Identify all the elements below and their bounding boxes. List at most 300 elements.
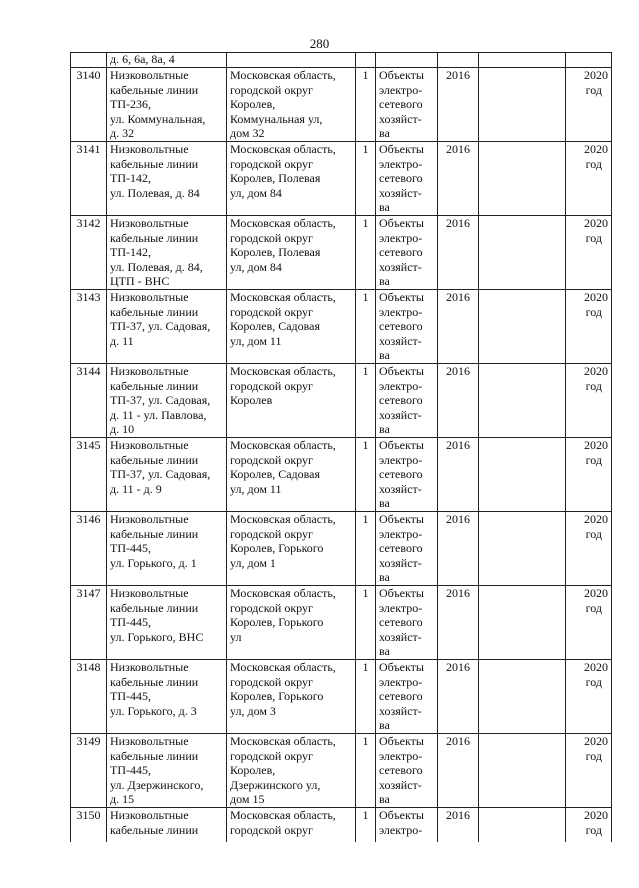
object-category (376, 438, 438, 512)
object-address-line: Королев, Полевая (230, 245, 321, 259)
object-name-line: кабельные линии (110, 156, 199, 171)
object-category-line: Объекты (379, 216, 424, 230)
row-number-value: 3150 (76, 808, 101, 822)
object-quantity-value: 1 (362, 586, 369, 600)
object-done-line: год (585, 378, 602, 393)
object-address-line: Московская область, (230, 216, 336, 230)
object-name-line: Низковольтные (110, 660, 189, 674)
object-category-line: хозяйст- (379, 629, 422, 644)
object-address-line: городской округ (230, 304, 313, 319)
object-address-line: дом 15 (230, 792, 265, 806)
object-name-line: д. 11 (110, 333, 134, 348)
object-address-line: ул, дом 11 (230, 481, 282, 496)
object-done (566, 512, 612, 586)
object-category-line: сетевого (379, 615, 423, 629)
object-name (107, 216, 227, 290)
object-note (479, 734, 566, 808)
object-category (376, 290, 438, 364)
row-number-value: 3144 (76, 364, 101, 378)
object-address (227, 53, 356, 68)
object-address-line: ул (230, 629, 242, 644)
object-address-line: Королев, Горького (230, 689, 324, 703)
object-year (438, 808, 479, 843)
object-name-line: Низковольтные (110, 290, 189, 304)
object-category-line: ва (379, 718, 390, 732)
object-category-line: хозяйст- (379, 777, 422, 792)
object-quantity-value: 1 (362, 290, 369, 304)
object-year (438, 216, 479, 290)
object-category-line: хозяйст- (379, 555, 422, 570)
object-category (376, 512, 438, 586)
object-category (376, 586, 438, 660)
object-category-line: сетевого (379, 319, 423, 333)
object-done (566, 808, 612, 843)
object-address (227, 142, 356, 216)
object-address (227, 364, 356, 438)
table-row (71, 216, 612, 290)
object-name (107, 808, 227, 843)
object-address (227, 438, 356, 512)
object-done-line: 2020 (584, 142, 608, 156)
object-category-line: хозяйст- (379, 333, 422, 348)
object-name-line: ТП-445, (110, 763, 151, 777)
object-category (376, 734, 438, 808)
object-quantity-value: 1 (362, 216, 369, 230)
object-quantity (356, 142, 376, 216)
object-note (479, 68, 566, 142)
object-name-line: Низковольтные (110, 142, 189, 156)
object-quantity-value: 1 (362, 68, 369, 82)
object-name-line: ул. Коммунальная, (110, 111, 206, 126)
row-number-value: 3141 (76, 142, 101, 156)
object-category-line: ва (379, 200, 390, 214)
object-category-line: ва (379, 126, 390, 140)
object-note (479, 808, 566, 843)
object-category-line: электро- (379, 156, 423, 171)
object-address-line: Королев (230, 393, 273, 407)
object-name-line: кабельные линии (110, 526, 199, 541)
object-category (376, 364, 438, 438)
object-category-line: Объекты (379, 438, 424, 452)
object-category-line: электро- (379, 526, 423, 541)
object-done-line: год (585, 748, 602, 763)
object-quantity (356, 586, 376, 660)
object-done (566, 216, 612, 290)
object-address-line: Московская область, (230, 438, 336, 452)
object-address-line: Московская область, (230, 660, 336, 674)
object-name-line: Низковольтные (110, 364, 189, 378)
object-name-line: Низковольтные (110, 808, 189, 822)
object-name-line: ул. Горького, д. 1 (110, 555, 197, 570)
table-row (71, 142, 612, 216)
object-name (107, 53, 227, 68)
object-address-line: Московская область, (230, 364, 336, 378)
object-quantity-value: 1 (362, 142, 369, 156)
object-done-line: 2020 (584, 438, 608, 452)
object-done (566, 660, 612, 734)
object-name-line: ул. Полевая, д. 84, (110, 259, 203, 274)
object-category (376, 216, 438, 290)
object-done (566, 586, 612, 660)
object-quantity (356, 68, 376, 142)
row-number-value: 3143 (76, 290, 101, 304)
object-name-line: кабельные линии (110, 748, 199, 763)
object-category-line: электро- (379, 674, 423, 689)
object-year (438, 512, 479, 586)
object-year (438, 142, 479, 216)
object-address-line: Королев, Горького (230, 615, 324, 629)
row-number-value: 3145 (76, 438, 101, 452)
object-note (479, 660, 566, 734)
object-name-line: д. 11 - д. 9 (110, 481, 162, 496)
object-done (566, 53, 612, 68)
row-number (71, 68, 107, 142)
object-name-line: ТП-142, (110, 245, 151, 259)
object-address-line: городской округ (230, 674, 313, 689)
table-row (71, 290, 612, 364)
object-name (107, 512, 227, 586)
object-name-line: ул. Полевая, д. 84 (110, 185, 200, 200)
object-address-line: Коммунальная ул, (230, 111, 323, 126)
object-note (479, 142, 566, 216)
row-number (71, 53, 107, 68)
registry-table (70, 52, 612, 842)
table-row (71, 808, 612, 843)
object-name-line: ТП-445, (110, 615, 151, 629)
registry-table-body (71, 53, 612, 843)
object-address-line: Дзержинского ул, (230, 777, 321, 792)
object-name (107, 364, 227, 438)
object-address (227, 808, 356, 843)
object-name-tail: д. 6, 6а, 8а, 4 (110, 52, 175, 66)
object-category-line: электро- (379, 230, 423, 245)
object-address-line: Королев, (230, 763, 276, 777)
object-quantity-value: 1 (362, 734, 369, 748)
object-category (376, 53, 438, 68)
object-address-line: городской округ (230, 748, 313, 763)
object-category-line: сетевого (379, 541, 423, 555)
object-name-line: кабельные линии (110, 452, 199, 467)
object-category-line: Объекты (379, 808, 424, 822)
object-category-line: ва (379, 274, 390, 288)
object-address-line: городской округ (230, 82, 313, 97)
page-number: 280 (309, 36, 330, 51)
object-category-line: ва (379, 496, 390, 510)
object-year-value: 2016 (446, 734, 470, 748)
object-name-line: ул. Горького, д. 3 (110, 703, 197, 718)
row-number-value: 3149 (76, 734, 101, 748)
object-done-line: 2020 (584, 512, 608, 526)
object-quantity-value: 1 (362, 660, 369, 674)
table-row (71, 660, 612, 734)
object-quantity-value: 1 (362, 364, 369, 378)
table-row (71, 512, 612, 586)
object-name (107, 734, 227, 808)
object-address-line: дом 32 (230, 126, 265, 140)
object-name-line: кабельные линии (110, 674, 199, 689)
row-number (71, 660, 107, 734)
object-name-line: Низковольтные (110, 438, 189, 452)
object-name-line: кабельные линии (110, 600, 199, 615)
object-category (376, 142, 438, 216)
row-number-value: 3148 (76, 660, 101, 674)
object-name-line: кабельные линии (110, 304, 199, 319)
object-note (479, 438, 566, 512)
object-done (566, 438, 612, 512)
object-category-line: сетевого (379, 97, 423, 111)
object-address-line: Московская область, (230, 68, 336, 82)
object-category-line: хозяйст- (379, 407, 422, 422)
object-year (438, 586, 479, 660)
object-category-line: сетевого (379, 393, 423, 407)
object-year (438, 734, 479, 808)
object-quantity (356, 734, 376, 808)
object-quantity-value: 1 (362, 808, 369, 822)
object-address-line: Московская область, (230, 512, 336, 526)
object-name-line: д. 32 (110, 126, 135, 140)
object-note (479, 512, 566, 586)
object-done-line: 2020 (584, 660, 608, 674)
object-year-value: 2016 (446, 586, 470, 600)
row-number (71, 734, 107, 808)
row-number-value: 3142 (76, 216, 101, 230)
object-year (438, 53, 479, 68)
object-year-value: 2016 (446, 68, 470, 82)
object-address-line: Королев, Садовая (230, 467, 321, 481)
object-category-line: Объекты (379, 68, 424, 82)
object-year (438, 364, 479, 438)
object-name-line: кабельные линии (110, 230, 199, 245)
object-address-line: городской округ (230, 822, 313, 837)
object-address (227, 734, 356, 808)
object-category-line: электро- (379, 822, 423, 837)
object-address-line: ул, дом 3 (230, 703, 276, 718)
object-name (107, 586, 227, 660)
object-category-line: Объекты (379, 364, 424, 378)
object-quantity (356, 364, 376, 438)
object-category-line: сетевого (379, 171, 423, 185)
object-address-line: Московская область, (230, 142, 336, 156)
object-address-line: городской округ (230, 526, 313, 541)
object-category-line: сетевого (379, 245, 423, 259)
object-year-value: 2016 (446, 216, 470, 230)
object-note (479, 586, 566, 660)
object-address-line: городской округ (230, 600, 313, 615)
object-done-line: год (585, 452, 602, 467)
object-quantity (356, 512, 376, 586)
object-year (438, 660, 479, 734)
table-row (71, 438, 612, 512)
object-name-line: кабельные линии (110, 822, 199, 837)
object-name-line: д. 11 - ул. Павлова, (110, 407, 207, 422)
object-year (438, 68, 479, 142)
object-address (227, 290, 356, 364)
object-done-line: 2020 (584, 734, 608, 748)
object-note (479, 216, 566, 290)
object-category (376, 68, 438, 142)
object-name-line: д. 15 (110, 792, 135, 806)
object-address (227, 68, 356, 142)
object-quantity-value: 1 (362, 438, 369, 452)
object-done-line: 2020 (584, 808, 608, 822)
object-name-line: ул. Горького, ВНС (110, 629, 204, 644)
object-address-line: Московская область, (230, 808, 336, 822)
object-year-value: 2016 (446, 660, 470, 674)
object-done-line: год (585, 674, 602, 689)
object-year-value: 2016 (446, 808, 470, 822)
object-note (479, 290, 566, 364)
object-name-line: ЦТП - ВНС (110, 274, 170, 288)
object-year-value: 2016 (446, 512, 470, 526)
table-row (71, 68, 612, 142)
row-number (71, 364, 107, 438)
object-done-line: год (585, 230, 602, 245)
object-category (376, 660, 438, 734)
object-name-line: Низковольтные (110, 734, 189, 748)
row-number (71, 216, 107, 290)
object-done-line: 2020 (584, 364, 608, 378)
object-category-line: электро- (379, 452, 423, 467)
object-category-line: Объекты (379, 290, 424, 304)
object-address-line: Московская область, (230, 586, 336, 600)
object-name-line: Низковольтные (110, 512, 189, 526)
object-quantity (356, 438, 376, 512)
object-category-line: электро- (379, 378, 423, 393)
object-done (566, 364, 612, 438)
object-category-line: Объекты (379, 512, 424, 526)
object-name-line: ТП-37, ул. Садовая, (110, 393, 211, 407)
object-category-line: электро- (379, 82, 423, 97)
object-category-line: хозяйст- (379, 703, 422, 718)
object-note (479, 53, 566, 68)
object-name-line: ТП-37, ул. Садовая, (110, 467, 211, 481)
object-name-line: кабельные линии (110, 378, 199, 393)
row-number-value: 3147 (76, 586, 101, 600)
object-done-line: 2020 (584, 586, 608, 600)
table-row (71, 734, 612, 808)
object-category-line: Объекты (379, 660, 424, 674)
object-category-line: сетевого (379, 763, 423, 777)
object-year-value: 2016 (446, 290, 470, 304)
object-category-line: Объекты (379, 142, 424, 156)
object-year (438, 290, 479, 364)
object-category-line: хозяйст- (379, 481, 422, 496)
row-number-value: 3146 (76, 512, 101, 526)
object-category-line: Объекты (379, 734, 424, 748)
object-name (107, 438, 227, 512)
object-address-line: Королев, Полевая (230, 171, 321, 185)
object-category-line: электро- (379, 600, 423, 615)
object-address (227, 586, 356, 660)
object-note (479, 364, 566, 438)
object-name-line: кабельные линии (110, 82, 199, 97)
object-done-line: год (585, 526, 602, 541)
object-category-line: ва (379, 348, 390, 362)
object-done-line: 2020 (584, 216, 608, 230)
object-name-line: ТП-142, (110, 171, 151, 185)
object-category-line: сетевого (379, 467, 423, 481)
object-quantity (356, 53, 376, 68)
row-number (71, 438, 107, 512)
object-name-line: Низковольтные (110, 216, 189, 230)
object-address (227, 512, 356, 586)
object-quantity (356, 660, 376, 734)
object-category-line: ва (379, 792, 390, 806)
object-name-line: Низковольтные (110, 586, 189, 600)
row-number (71, 586, 107, 660)
object-address-line: городской округ (230, 230, 313, 245)
object-address-line: Московская область, (230, 734, 336, 748)
object-address-line: ул, дом 11 (230, 333, 282, 348)
continuation-row (71, 53, 612, 68)
object-done-line: 2020 (584, 290, 608, 304)
object-done (566, 68, 612, 142)
object-category-line: сетевого (379, 689, 423, 703)
row-number (71, 142, 107, 216)
object-address-line: Королев, (230, 97, 276, 111)
object-category-line: электро- (379, 304, 423, 319)
object-category (376, 808, 438, 843)
object-address-line: Королев, Горького (230, 541, 324, 555)
object-address-line: Королев, Садовая (230, 319, 321, 333)
object-year-value: 2016 (446, 142, 470, 156)
object-year (438, 438, 479, 512)
object-name (107, 660, 227, 734)
object-done (566, 734, 612, 808)
object-address (227, 216, 356, 290)
object-category-line: ва (379, 422, 390, 436)
object-name (107, 290, 227, 364)
object-done-line: 2020 (584, 68, 608, 82)
object-done-line: год (585, 600, 602, 615)
object-done-line: год (585, 304, 602, 319)
object-address-line: городской округ (230, 378, 313, 393)
object-quantity (356, 290, 376, 364)
object-category-line: Объекты (379, 586, 424, 600)
object-category-line: ва (379, 570, 390, 584)
object-quantity (356, 216, 376, 290)
object-address-line: Московская область, (230, 290, 336, 304)
object-category-line: хозяйст- (379, 111, 422, 126)
object-quantity-value: 1 (362, 512, 369, 526)
object-name (107, 142, 227, 216)
table-row (71, 586, 612, 660)
object-done-line: год (585, 822, 602, 837)
object-done-line: год (585, 82, 602, 97)
object-address (227, 660, 356, 734)
object-category-line: хозяйст- (379, 259, 422, 274)
object-category-line: ва (379, 644, 390, 658)
object-name-line: д. 10 (110, 422, 135, 436)
object-address-line: ул, дом 84 (230, 259, 282, 274)
object-address-line: городской округ (230, 452, 313, 467)
object-name-line: ул. Дзержинского, (110, 777, 204, 792)
row-number (71, 808, 107, 843)
row-number-value: 3140 (76, 68, 101, 82)
object-year-value: 2016 (446, 364, 470, 378)
object-name-line: ТП-37, ул. Садовая, (110, 319, 211, 333)
row-number (71, 512, 107, 586)
object-name-line: Низковольтные (110, 68, 189, 82)
object-name-line: ТП-236, (110, 97, 151, 111)
object-done (566, 142, 612, 216)
object-name-line: ТП-445, (110, 689, 151, 703)
object-year-value: 2016 (446, 438, 470, 452)
object-done (566, 290, 612, 364)
object-name (107, 68, 227, 142)
object-address-line: ул, дом 84 (230, 185, 282, 200)
object-quantity (356, 808, 376, 843)
